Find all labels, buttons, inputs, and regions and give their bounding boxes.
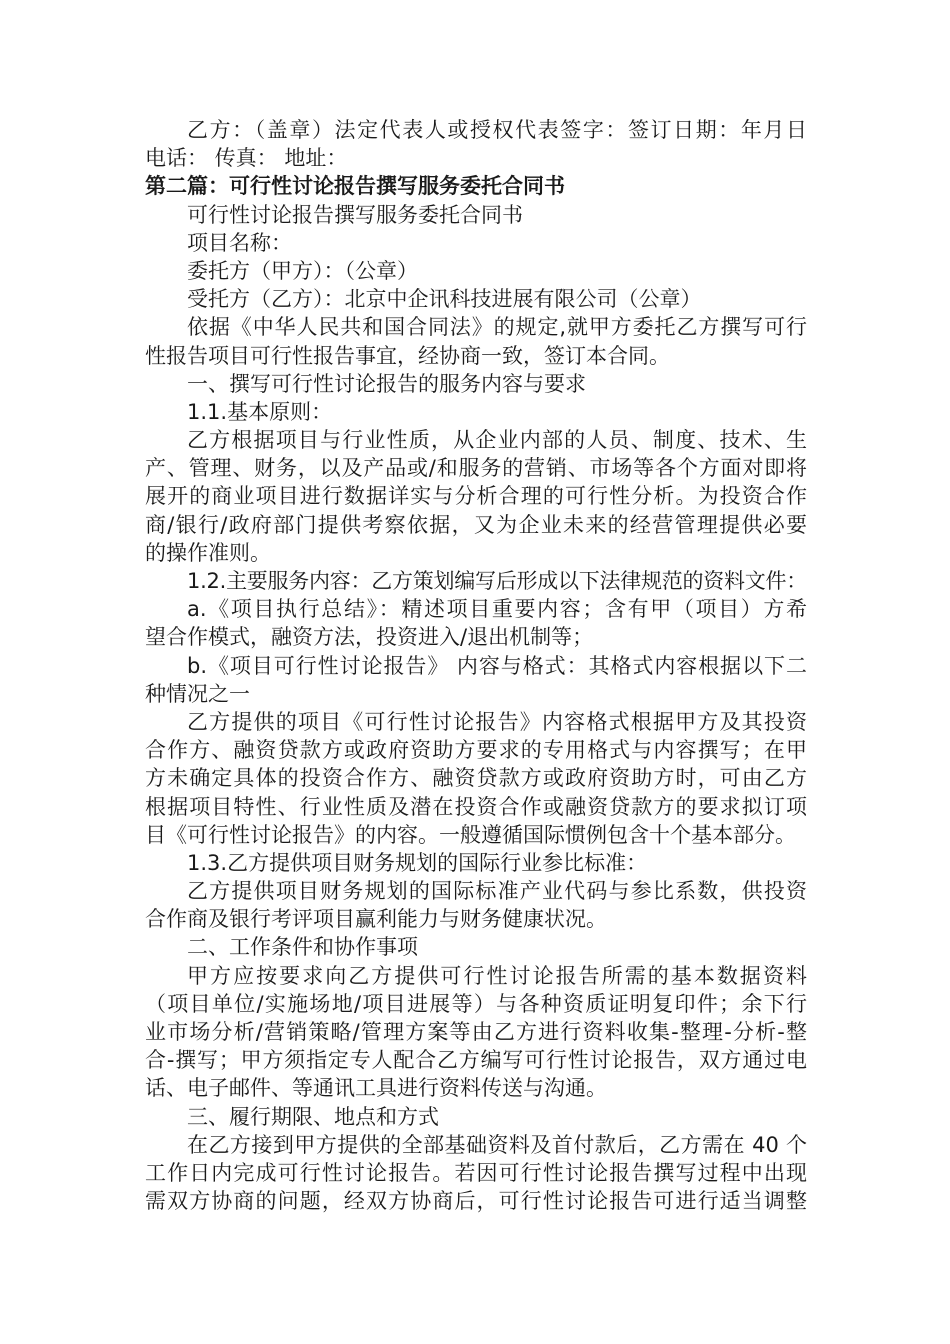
text-line: 话、电子邮件、等通讯工具进行资料传送与沟通。 (145, 1076, 607, 1101)
section-heading: 第二篇：可行性讨论报告撰写服务委托合同书 (145, 174, 565, 199)
text-line: 乙方根据项目与行业性质，从企业内部的人员、制度、技术、生 (187, 428, 807, 453)
text-line: 工作日内完成可行性讨论报告。若因可行性讨论报告撰写过程中出现 (145, 1160, 807, 1185)
text-line: 可行性讨论报告撰写服务委托合同书 (187, 202, 523, 227)
text-line: 甲方应按要求向乙方提供可行性讨论报告所需的基本数据资料 (187, 963, 807, 988)
text-line: 望合作模式，融资方法，投资进入/退出机制等； (145, 625, 594, 650)
text-line: b.《项目可行性讨论报告》 内容与格式：其格式内容根据以下二 (187, 653, 807, 678)
text-line: 电话： 传真： 地址： (145, 146, 348, 171)
text-line: 的操作准则。 (145, 540, 271, 565)
document-page (145, 116, 807, 1215)
text-line: 合作商及银行考评项目赢利能力与财务健康状况。 (145, 907, 607, 932)
text-line: 项目名称： (187, 230, 292, 255)
text-line: 1.1.基本原则： (187, 399, 333, 424)
text-line: 根据项目特性、行业性质及潜在投资合作或融资贷款方的要求拟订项 (145, 794, 807, 819)
text-line: 依据《中华人民共和国合同法》的规定,就甲方委托乙方撰写可行 (187, 315, 807, 340)
text-line: 商/银行/政府部门提供考察依据，又为企业未来的经营管理提供必要 (145, 512, 807, 537)
text-line: 乙方提供的项目《可行性讨论报告》内容格式根据甲方及其投资 (187, 709, 807, 734)
text-line: 性报告项目可行性报告事宜，经协商一致，签订本合同。 (145, 343, 670, 368)
text-line: 方未确定具体的投资合作方、融资贷款方或政府资助方时，可由乙方 (145, 766, 807, 791)
text-line: 业市场分析/营销策略/管理方案等由乙方进行资料收集-整理-分析-整 (145, 1020, 807, 1044)
text-line: 委托方（甲方）：（公章） (187, 258, 418, 283)
text-line: 1.3.乙方提供项目财务规划的国际行业参比标准： (187, 850, 648, 875)
text-line: 一、撰写可行性讨论报告的服务内容与要求 (187, 371, 586, 396)
text-line: 受托方（乙方）：北京中企讯科技进展有限公司（公章） (187, 287, 702, 312)
text-line: 乙方：（盖章）法定代表人或授权代表签字：签订日期：年月日 (187, 118, 807, 142)
text-line: a.《项目执行总结》：精述项目重要内容；含有甲（项目）方希 (187, 597, 807, 622)
text-line: 展开的商业项目进行数据详实与分析合理的可行性分析。为投资合作 (145, 484, 807, 509)
text-line: 乙方提供项目财务规划的国际标准产业代码与参比系数，供投资 (187, 879, 807, 904)
text-line: 种情况之一 (145, 681, 250, 706)
text-line: 产、管理、财务，以及产品或/和服务的营销、市场等各个方面对即将 (145, 456, 807, 481)
text-line: （项目单位/实施场地/项目进展等）与各种资质证明复印件；余下行 (145, 991, 807, 1016)
text-line: 合-撰写；甲方须指定专人配合乙方编写可行性讨论报告，双方通过电 (145, 1048, 807, 1073)
text-line: 1.2.主要服务内容：乙方策划编写后形成以下法律规范的资料文件： (187, 569, 807, 593)
text-line: 二、工作条件和协作事项 (187, 935, 418, 960)
text-line: 合作方、融资贷款方或政府资助方要求的专用格式与内容撰写；在甲 (145, 738, 807, 763)
text-line: 三、履行期限、地点和方式 (187, 1104, 439, 1129)
text-line: 需双方协商的问题，经双方协商后，可行性讨论报告可进行适当调整 (145, 1189, 807, 1214)
text-line: 在乙方接到甲方提供的全部基础资料及首付款后，乙方需在 40 个 (187, 1132, 807, 1157)
text-line: 目《可行性讨论报告》的内容。一般遵循国际惯例包含十个基本部分。 (145, 822, 796, 847)
